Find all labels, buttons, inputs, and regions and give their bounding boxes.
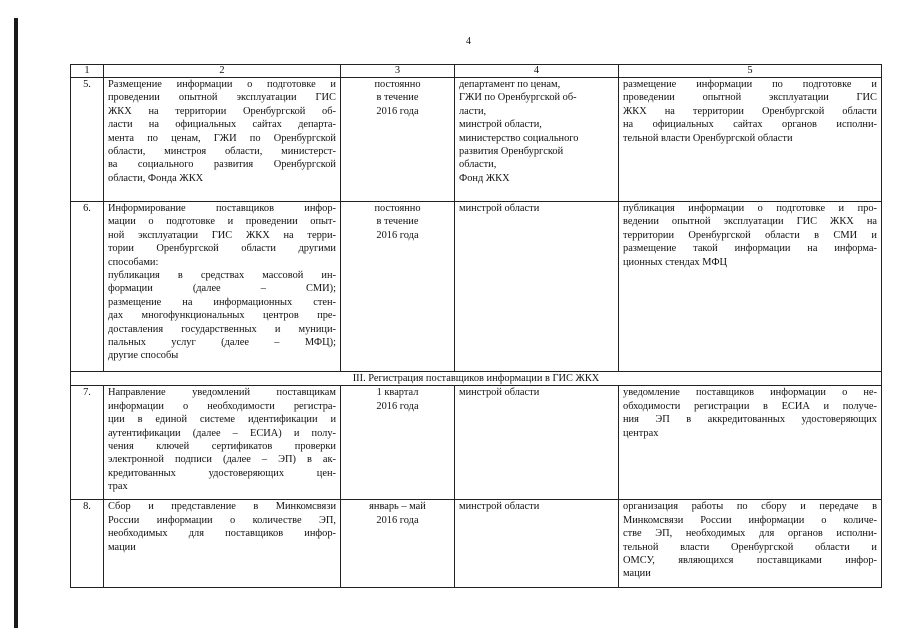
- activity-cell: [104, 78, 341, 202]
- activity-line: Сбор и представление в Минкомсвязи: [108, 501, 336, 513]
- section-header-row: [71, 372, 882, 386]
- result-line: мации: [623, 568, 651, 580]
- activity-line: формации (далее – СМИ);: [108, 283, 336, 295]
- row-number: 5.: [71, 78, 104, 202]
- activity-line: ва социального развития Оренбургской: [108, 159, 336, 171]
- activity-cell: [104, 500, 341, 588]
- result-line: организация работы по сбору и передаче в: [623, 501, 877, 513]
- activity-line: Размещение информации о подготовке и: [108, 79, 336, 90]
- result-line: Минкомсвязи России информации о количе-: [623, 514, 877, 526]
- result-line: тельной власти Оренбургской области и: [623, 541, 877, 553]
- result-line: территории Оренбургской области в СМИ и: [623, 229, 877, 241]
- term-line: 1 квартал: [376, 387, 419, 399]
- executors-line: ласти,: [459, 105, 487, 117]
- result-line: размещение такой информации на информа-: [623, 243, 877, 255]
- activity-line: электронной подписи (далее – ЭП) в ак-: [108, 454, 336, 466]
- activity-line: размещение на информационных стен-: [108, 296, 336, 308]
- activity-line: аутентификации (далее – ЕСИА) и полу-: [108, 427, 336, 439]
- column-header: 4: [455, 65, 619, 78]
- activity-line: области, Фонда ЖКХ: [108, 172, 204, 184]
- activity-line: пальных услуг (далее – МФЦ);: [108, 337, 336, 349]
- result-line: ведении опытной эксплуатации ГИС ЖКХ на: [623, 216, 877, 228]
- executors-line: министерство социального: [459, 132, 579, 144]
- executors-cell: [455, 500, 619, 588]
- activity-line: способами:: [108, 256, 159, 268]
- result-line: центрах: [623, 427, 659, 439]
- activity-line: области, минстроя области, министерст-: [108, 146, 336, 158]
- result-line: стве ЭП, необходимых для органов исполни-: [623, 528, 877, 540]
- result-line: публикация информации о подготовке и про-: [623, 203, 877, 214]
- activity-line: дах многофункциональных центров пре-: [108, 310, 336, 322]
- result-line: размещение информации по подготовке и: [623, 79, 877, 90]
- result-line: на официальных сайтах органов исполни-: [623, 119, 877, 131]
- term-line: в течение: [376, 92, 419, 104]
- activity-line: кредитованных удостоверяющих цен-: [108, 467, 336, 479]
- term-line: 2016 года: [376, 105, 419, 117]
- executors-line: минстрой области: [459, 387, 540, 399]
- column-number-row: [71, 65, 882, 78]
- executors-line: развития Оренбургской: [459, 146, 564, 158]
- term-line: 2016 года: [376, 400, 419, 412]
- activity-line: доставления государственных и муници-: [108, 323, 336, 335]
- activity-line: мента по ценам, ГЖИ по Оренбургской: [108, 132, 336, 144]
- section-title: III. Регистрация поставщиков информации в ГИС ЖКХ: [71, 372, 882, 386]
- activity-line: информации о необходимости регистра-: [108, 400, 336, 412]
- result-cell: [619, 202, 882, 372]
- executors-line: области,: [459, 159, 497, 171]
- table-body: [71, 78, 882, 588]
- result-line: ЖКХ на территории Оренбургской области: [623, 105, 877, 117]
- executors-line: минстрой области: [459, 501, 540, 513]
- executors-cell: [455, 202, 619, 372]
- result-line: ОМСУ, являющихся поставщиками инфор-: [623, 555, 877, 567]
- activity-line: ЖКХ на территории Оренбургской об-: [108, 105, 336, 117]
- row-number: 7.: [71, 386, 104, 500]
- term-line: постоянно: [374, 203, 421, 214]
- term-line: январь – май: [369, 501, 426, 513]
- activity-cell: [104, 386, 341, 500]
- term-line: постоянно: [374, 79, 421, 90]
- activity-cell: [104, 202, 341, 372]
- column-header: 5: [619, 65, 882, 78]
- activity-line: тории Оренбургской области другими: [108, 243, 336, 255]
- term-cell: [341, 202, 455, 372]
- activity-line: мации: [108, 541, 136, 553]
- activity-line: чения ключей сертификатов проверки: [108, 441, 336, 453]
- executors-cell: [455, 386, 619, 500]
- result-line: обходимости регистрации в ЕСИА и получе-: [623, 400, 877, 412]
- executors-line: Фонд ЖКХ: [459, 172, 510, 184]
- result-line: ционных стендах МФЦ: [623, 256, 728, 268]
- page-number: 4: [466, 36, 471, 47]
- term-line: в течение: [376, 216, 419, 228]
- plan-table: [70, 64, 882, 588]
- table-row: [71, 202, 882, 372]
- row-number: 6.: [71, 202, 104, 372]
- scan-edge-bar: [14, 18, 18, 628]
- result-cell: [619, 500, 882, 588]
- table-row: [71, 500, 882, 588]
- result-line: проведении опытной эксплуатации ГИС: [623, 92, 877, 104]
- activity-line: проведении опытной эксплуатации ГИС: [108, 92, 336, 104]
- term-cell: [341, 386, 455, 500]
- row-number: 8.: [71, 500, 104, 588]
- column-header: 3: [341, 65, 455, 78]
- activity-line: необходимых для поставщиков инфор-: [108, 528, 336, 540]
- executors-line: ГЖИ по Оренбургской об-: [459, 92, 577, 104]
- term-cell: [341, 78, 455, 202]
- activity-line: ции в единой системе идентификации и: [108, 414, 336, 426]
- activity-line: Информирование поставщиков инфор-: [108, 203, 336, 214]
- result-line: уведомление поставщиков информации о не-: [623, 387, 877, 399]
- executors-line: минстрой области: [459, 203, 540, 214]
- result-cell: [619, 78, 882, 202]
- activity-line: трах: [108, 481, 128, 493]
- activity-line: России информации о количестве ЭП,: [108, 514, 336, 526]
- term-line: 2016 года: [376, 514, 419, 526]
- result-cell: [619, 386, 882, 500]
- activity-line: ласти на официальных сайтах департа-: [108, 119, 336, 131]
- executors-cell: [455, 78, 619, 202]
- activity-line: Направление уведомлений поставщикам: [108, 387, 336, 399]
- term-cell: [341, 500, 455, 588]
- table-row: [71, 78, 882, 202]
- result-line: ния ЭП в аккредитованных удостоверяющих: [623, 414, 877, 426]
- column-header: 2: [104, 65, 341, 78]
- activity-line: другие способы: [108, 350, 179, 362]
- activity-line: ной эксплуатации ГИС ЖКХ на терри-: [108, 229, 336, 241]
- result-line: тельной власти Оренбургской области: [623, 132, 793, 144]
- activity-line: мации о подготовке и проведении опыт-: [108, 216, 336, 228]
- executors-line: минстрой области,: [459, 119, 542, 131]
- column-header: 1: [71, 65, 104, 78]
- activity-line: публикация в средствах массовой ин-: [108, 270, 336, 282]
- table-row: [71, 386, 882, 500]
- executors-line: департамент по ценам,: [459, 79, 561, 90]
- term-line: 2016 года: [376, 229, 419, 241]
